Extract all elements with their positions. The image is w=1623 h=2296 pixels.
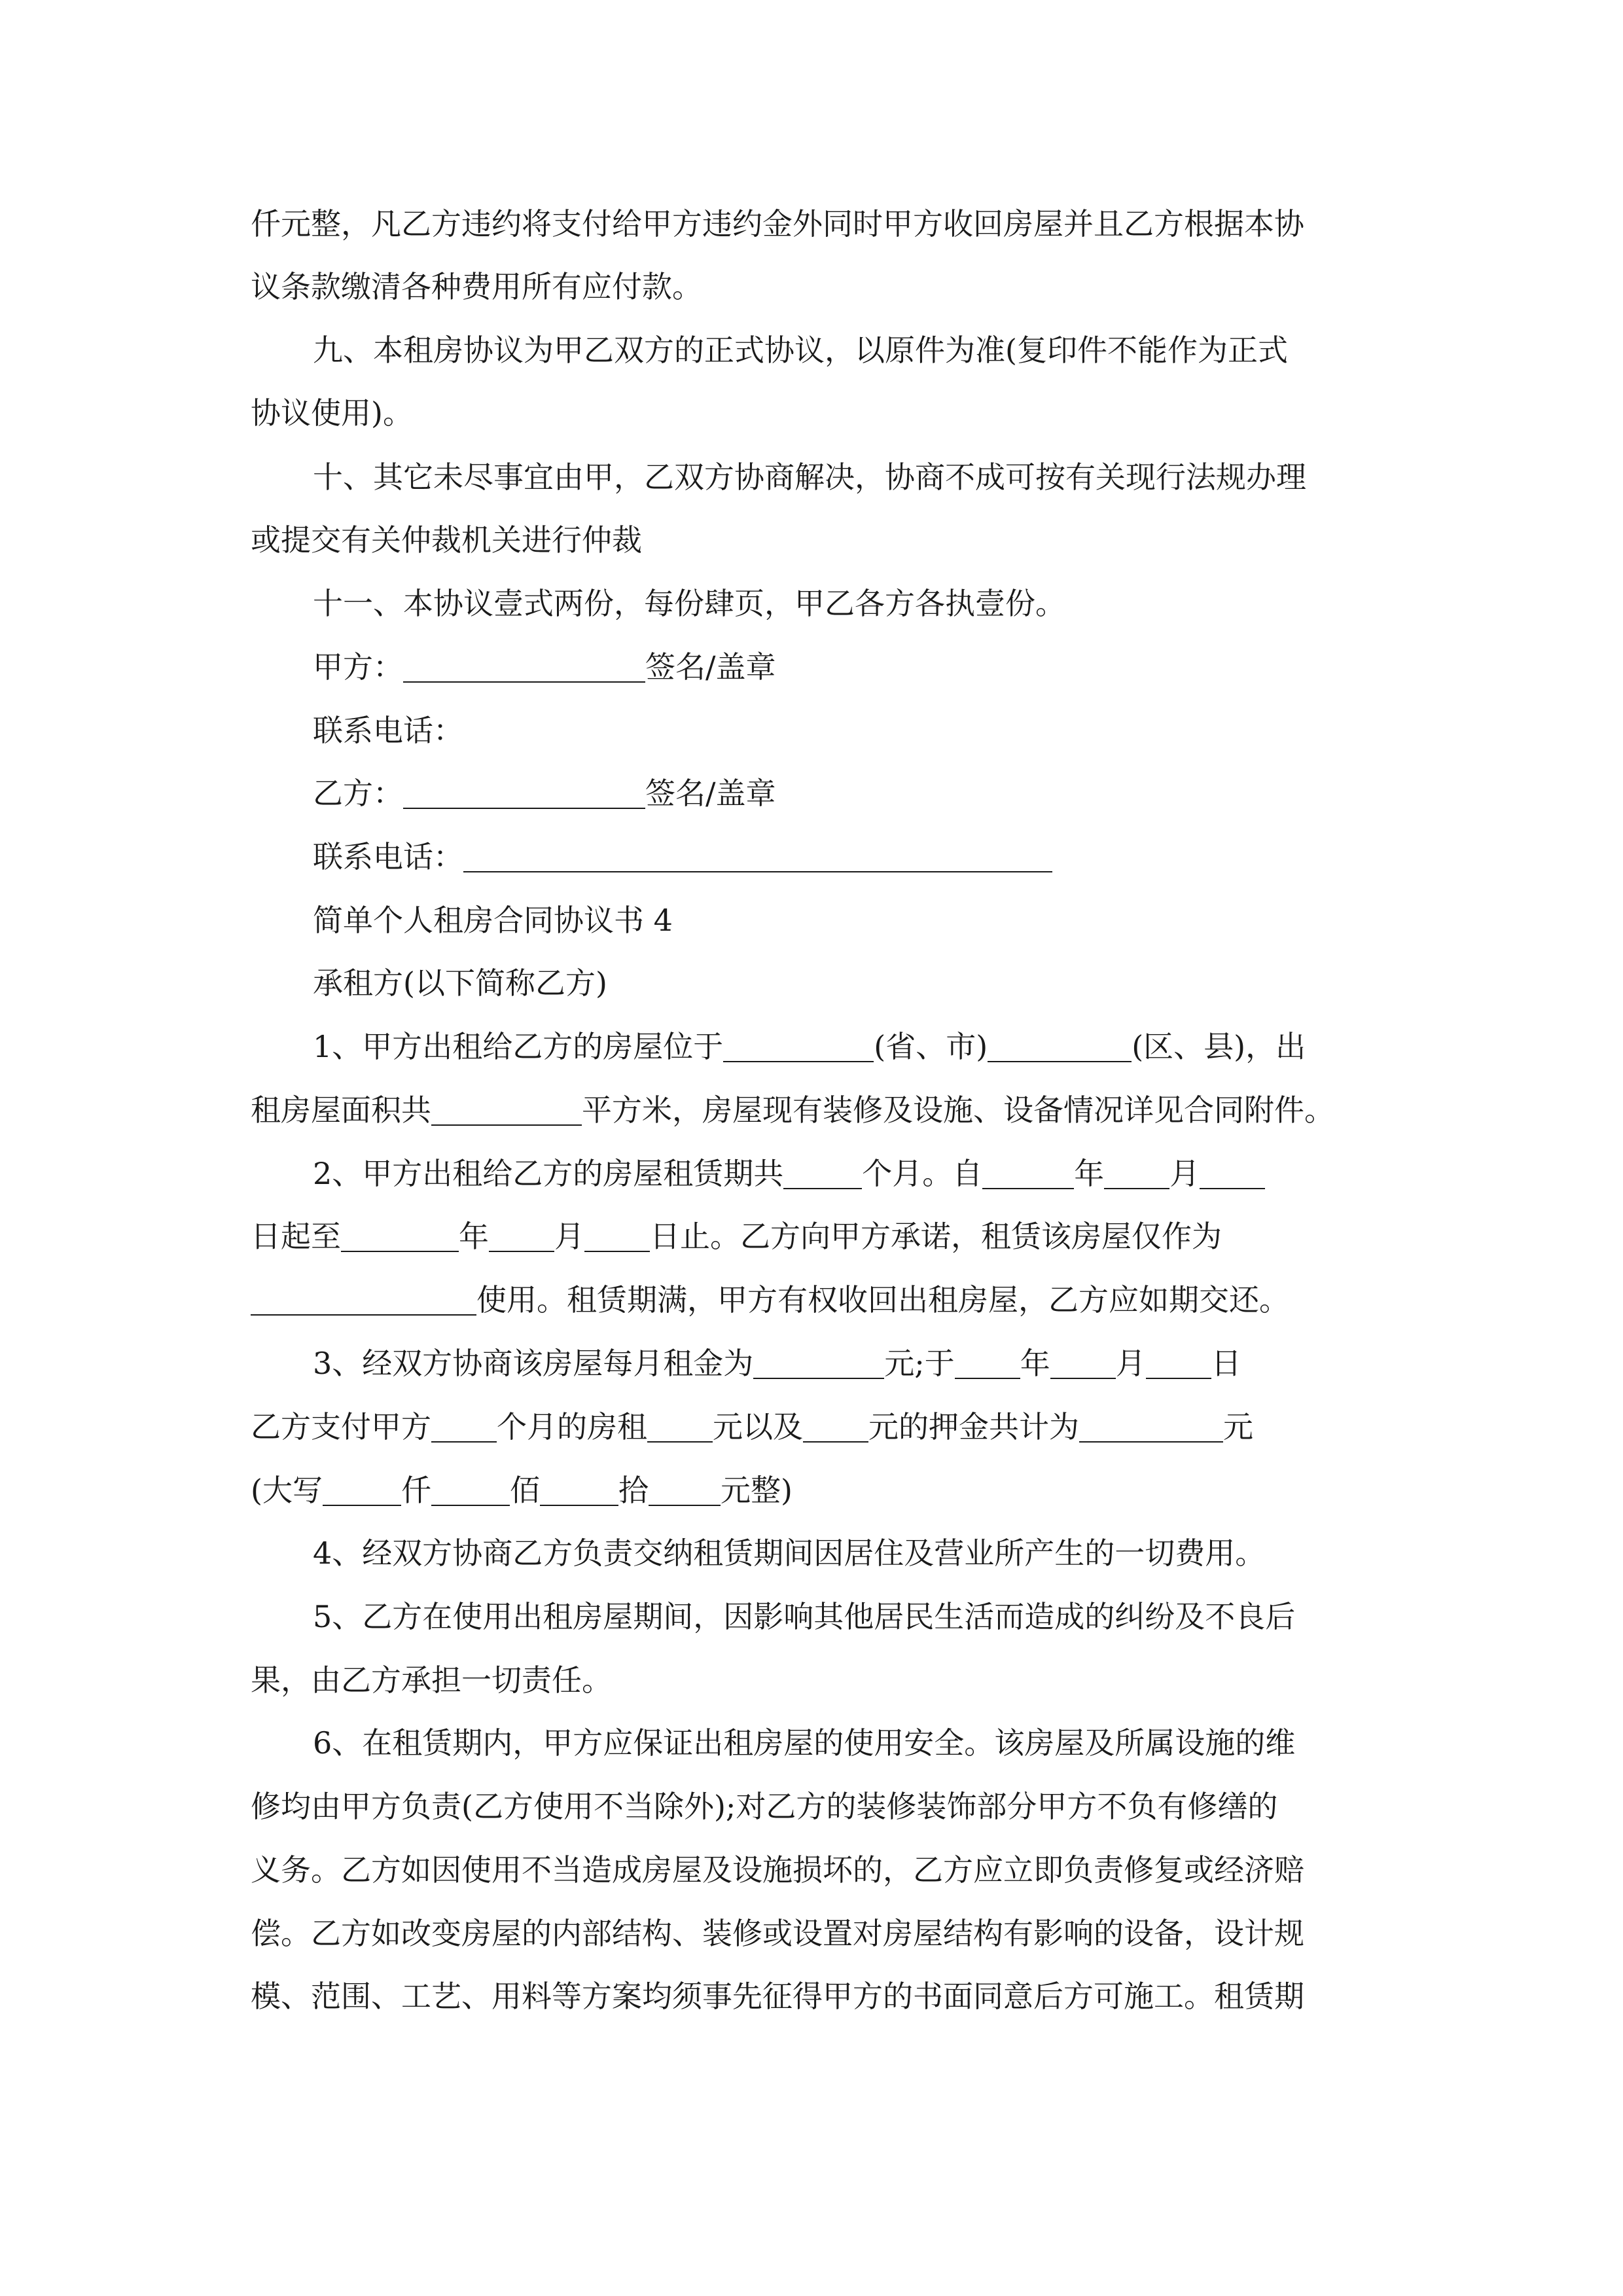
rent-months-blank	[431, 1411, 497, 1443]
deposit-blank	[803, 1411, 868, 1443]
clause-6-line-1: 6、在租赁期内，甲方应保证出租房屋的使用安全。该房屋及所属设施的维	[313, 1725, 1296, 1761]
clause-text: (大写	[251, 1473, 323, 1508]
party-a-line	[313, 647, 776, 687]
months-blank	[783, 1158, 862, 1189]
text-line: 十、其它未尽事宜由甲，乙双方协商解决，协商不成可按有关现行法规办理	[313, 459, 1306, 495]
clause-5-line-1: 5、乙方在使用出租房屋期间，因影响其他居民生活而造成的纠纷及不良后	[313, 1599, 1296, 1634]
clause-text: 年	[1020, 1346, 1050, 1381]
clause-text: 2、甲方出租给乙方的房屋租赁期共	[313, 1156, 784, 1191]
text-line: 仟元整，凡乙方违约将支付给甲方违约金外同时甲方收回房屋并且乙方根据本协	[251, 206, 1304, 242]
thousands-blank	[323, 1475, 401, 1506]
clause-2-line-1	[313, 1154, 1265, 1193]
clause-4: 4、经双方协商乙方负责交纳租赁期间因居住及营业所产生的一切费用。	[313, 1535, 1266, 1571]
province-blank	[723, 1031, 874, 1062]
clause-2-line-2	[251, 1217, 1222, 1256]
start-year-blank	[982, 1158, 1074, 1189]
clause-6-line-4: 偿。乙方如改变房屋的内部结构、装修或设置对房屋结构有影响的设备，设计规	[251, 1916, 1304, 1951]
clause-text: 租房屋面积共	[251, 1092, 431, 1128]
clause-text: 日起至	[251, 1219, 341, 1254]
clause-6-line-2: 修均由甲方负责(乙方使用不当除外);对乙方的装修装饰部分甲方不负有修缮的	[251, 1789, 1278, 1824]
clause-text: (省、市)	[874, 1029, 988, 1064]
party-b-line	[313, 774, 776, 813]
rent-amount-blank	[647, 1411, 713, 1443]
clause-6-line-3: 义务。乙方如因使用不当造成房屋及设施损坏的，乙方应立即负责修复或经济赔	[251, 1852, 1304, 1888]
clause-text: 元的押金共计为	[868, 1409, 1079, 1444]
clause-text: 使用。租赁期满，甲方有权收回出租房屋，乙方应如期交还。	[476, 1282, 1289, 1318]
party-a-label: 甲方：	[313, 649, 403, 685]
clause-text: 月	[1115, 1346, 1146, 1381]
clause-text: 个月的房租	[497, 1409, 647, 1444]
start-day-blank	[1200, 1158, 1265, 1189]
usage-blank	[251, 1284, 476, 1316]
end-month-blank	[489, 1221, 554, 1252]
clause-text: 拾	[618, 1473, 649, 1508]
text-line: 九、本租房协议为甲乙双方的正式协议，以原件为准(复印件不能作为正式	[313, 332, 1288, 368]
clause-3-line-2	[251, 1407, 1253, 1446]
pay-month-blank	[1050, 1348, 1116, 1379]
clause-text: 元以及	[713, 1409, 803, 1444]
text-line: 协议使用)。	[251, 395, 413, 431]
clause-1-line-2	[251, 1090, 1334, 1130]
text-line: 十一、本协议壹式两份，每份肆页，甲乙各方各执壹份。	[313, 586, 1065, 621]
tens-blank	[540, 1475, 618, 1506]
clause-3-line-3	[251, 1471, 793, 1510]
party-b-blank	[403, 778, 645, 809]
clause-text: 乙方支付甲方	[251, 1409, 431, 1444]
total-blank	[1079, 1411, 1223, 1443]
clause-text: 月	[1169, 1156, 1200, 1191]
clause-text: 元整)	[720, 1473, 793, 1508]
pay-day-blank	[1146, 1348, 1211, 1379]
clause-text: 个月。自	[862, 1156, 983, 1191]
clause-text: 年	[459, 1219, 489, 1254]
clause-text: 1、甲方出租给乙方的房屋位于	[313, 1029, 724, 1064]
text-line: 或提交有关仲裁机关进行仲裁	[251, 522, 642, 558]
end-year-blank	[341, 1221, 459, 1252]
party-b-label: 乙方：	[313, 776, 403, 811]
phone-line-b	[313, 837, 1052, 876]
party-a-sign: 签名/盖章	[645, 649, 776, 685]
area-blank	[431, 1094, 582, 1126]
clause-text: (区、县)，出	[1132, 1029, 1306, 1064]
clause-text: 日	[1211, 1346, 1241, 1381]
clause-text: 平方米，房屋现有装修及设施、设备情况详见合同附件。	[582, 1092, 1334, 1128]
clause-text: 3、经双方协商该房屋每月租金为	[313, 1346, 754, 1381]
phone-blank	[463, 841, 1052, 872]
clause-text: 佰	[509, 1473, 540, 1508]
clause-text: 元	[1223, 1409, 1253, 1444]
clause-text: 仟	[401, 1473, 431, 1508]
clause-text: 元;于	[884, 1346, 955, 1381]
clause-6-line-5: 模、范围、工艺、用料等方案均须事先征得甲方的书面同意后方可施工。租赁期	[251, 1979, 1304, 2014]
phone-line-a: 联系电话：	[313, 713, 463, 748]
lessee-line: 承租方(以下简称乙方)	[313, 965, 607, 1001]
clause-text: 月	[554, 1219, 584, 1254]
party-a-blank	[403, 651, 645, 683]
clause-3-line-1	[313, 1344, 1241, 1383]
end-day-blank	[584, 1221, 650, 1252]
clause-5-line-2: 果，由乙方承担一切责任。	[251, 1662, 612, 1698]
pay-year-blank	[955, 1348, 1020, 1379]
hundreds-blank	[431, 1475, 510, 1506]
clause-text: 年	[1074, 1156, 1105, 1191]
contract-title: 简单个人租房合同协议书 4	[313, 903, 673, 938]
phone-label: 联系电话：	[313, 839, 463, 874]
clause-1-line-1	[313, 1027, 1306, 1066]
units-blank	[649, 1475, 721, 1506]
clause-2-line-3	[251, 1280, 1289, 1319]
party-b-sign: 签名/盖章	[645, 776, 776, 811]
rent-blank	[753, 1348, 884, 1379]
clause-text: 日止。乙方向甲方承诺，租赁该房屋仅作为	[650, 1219, 1222, 1254]
text-line: 议条款缴清各种费用所有应付款。	[251, 269, 702, 304]
district-blank	[988, 1031, 1132, 1062]
start-month-blank	[1104, 1158, 1169, 1189]
